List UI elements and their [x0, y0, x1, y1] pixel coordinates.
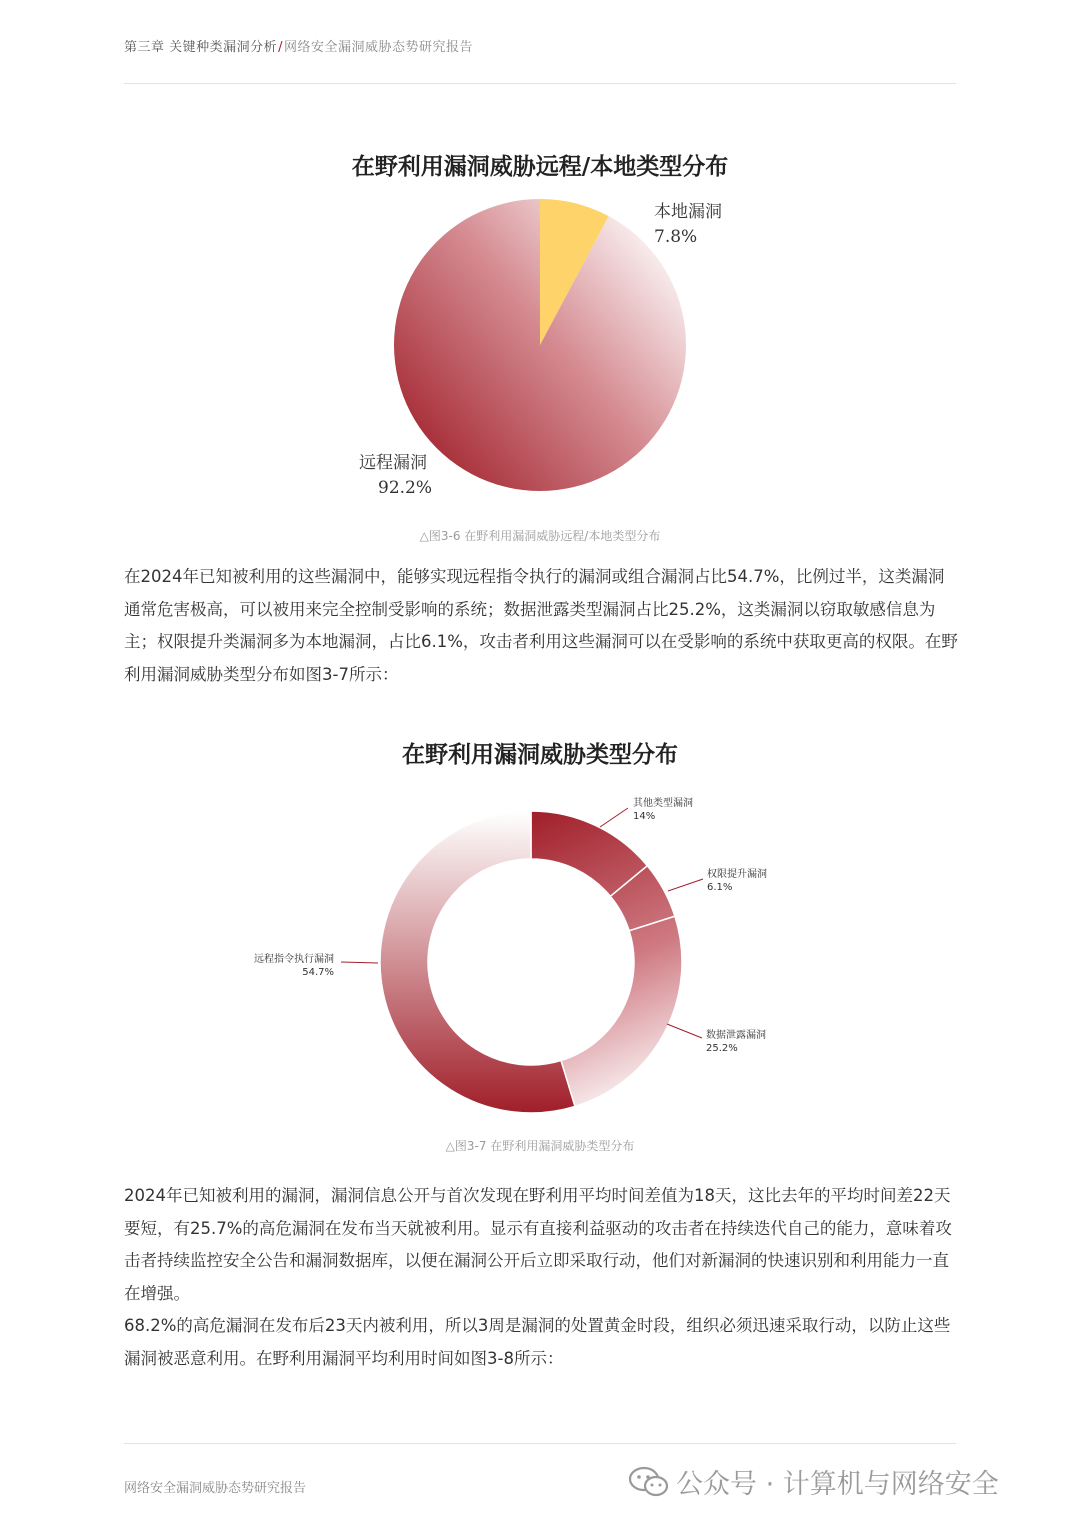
watermark-text: 公众号 · 计算机与网络安全 — [676, 1469, 999, 1500]
pie1-slice-1 — [394, 199, 686, 491]
pie1-label-local-name: 本地漏洞 — [654, 202, 722, 222]
leader-priv — [668, 879, 703, 891]
donut-label-priv-name: 权限提升漏洞 — [707, 869, 767, 880]
chart2-title: 在野利用漏洞威胁类型分布 — [402, 742, 678, 768]
footer-divider — [124, 1443, 956, 1444]
chart1-pie — [0, 0, 1080, 520]
pie1-label-remote-value: 92.2% — [378, 478, 433, 498]
paragraph-3-text: 68.2%的高危漏洞在发布后23天内被利用，所以3周是漏洞的处置黄金时段，组织必须迅速采取行动，以防止这些漏洞被恶意利用。在野利用漏洞平均利用时间如图3-8所示： — [124, 1316, 951, 1368]
chart2-donut — [0, 780, 1080, 1120]
chart1-title: 在野利用漏洞威胁远程/本地类型分布 — [351, 154, 729, 180]
chapter-title: 第三章 关键种类漏洞分析 — [124, 40, 278, 55]
report-title: 网络安全漏洞威胁态势研究报告 — [284, 40, 474, 55]
footer-report-title: 网络安全漏洞威胁态势研究报告 — [124, 1481, 307, 1496]
pie1-label-local-value: 7.8% — [654, 227, 698, 247]
donut-label-priv-value: 6.1% — [707, 882, 733, 893]
pie1-label-remote-name: 远程漏洞 — [359, 453, 427, 473]
chart1-caption: △图3-6 在野利用漏洞威胁远程/本地类型分布 — [419, 529, 661, 543]
body-paragraph-2 — [124, 1180, 958, 1375]
leader-rce — [341, 962, 378, 963]
watermark — [628, 1462, 999, 1501]
donut-label-rce-value: 54.7% — [302, 967, 334, 978]
paragraph-2-text: 2024年已知被利用的漏洞，漏洞信息公开与首次发现在野利用平均时间差值为18天，这比去年的平均时间差22天要短，有25.7%的高危漏洞在发布当天就被利用。显示有直接利益驱动的攻击者在持续迭代自己的能力，意味着攻击者持续监控安全公告和漏洞数据库，以便在漏洞公开后立即采取行动，他们对新漏洞的快速识别和利用能力一直在增强。 — [124, 1186, 952, 1303]
chart2-caption: △图3-7 在野利用漏洞威胁类型分布 — [445, 1139, 635, 1153]
leader-leak — [667, 1024, 702, 1038]
donut-label-leak-value: 25.2% — [706, 1043, 738, 1054]
header-separator: / — [278, 40, 284, 55]
leader-other — [600, 808, 628, 827]
donut-slice-2 — [561, 916, 682, 1106]
donut-label-other-value: 14% — [633, 811, 656, 822]
body-paragraph-1 — [124, 561, 958, 691]
wechat-icon — [628, 1465, 670, 1499]
donut-label-rce-name: 远程指令执行漏洞 — [254, 954, 334, 965]
paragraph-1-text: 在2024年已知被利用的这些漏洞中，能够实现远程指令执行的漏洞或组合漏洞占比54.7%，比例过半，这类漏洞通常危害极高，可以被用来完全控制受影响的系统；数据泄露类型漏洞占比25.2%，这类漏洞以窃取敏感信息为主；权限提升类漏洞多为本地漏洞，占比6.1%，攻击者利用这些漏洞可以在受影响的系统中获取更高的权限。在野利用漏洞威胁类型分布如图3-7所示： — [124, 567, 958, 684]
donut-label-other-name: 其他类型漏洞 — [633, 798, 693, 809]
donut-label-leak-name: 数据泄露漏洞 — [706, 1030, 766, 1041]
